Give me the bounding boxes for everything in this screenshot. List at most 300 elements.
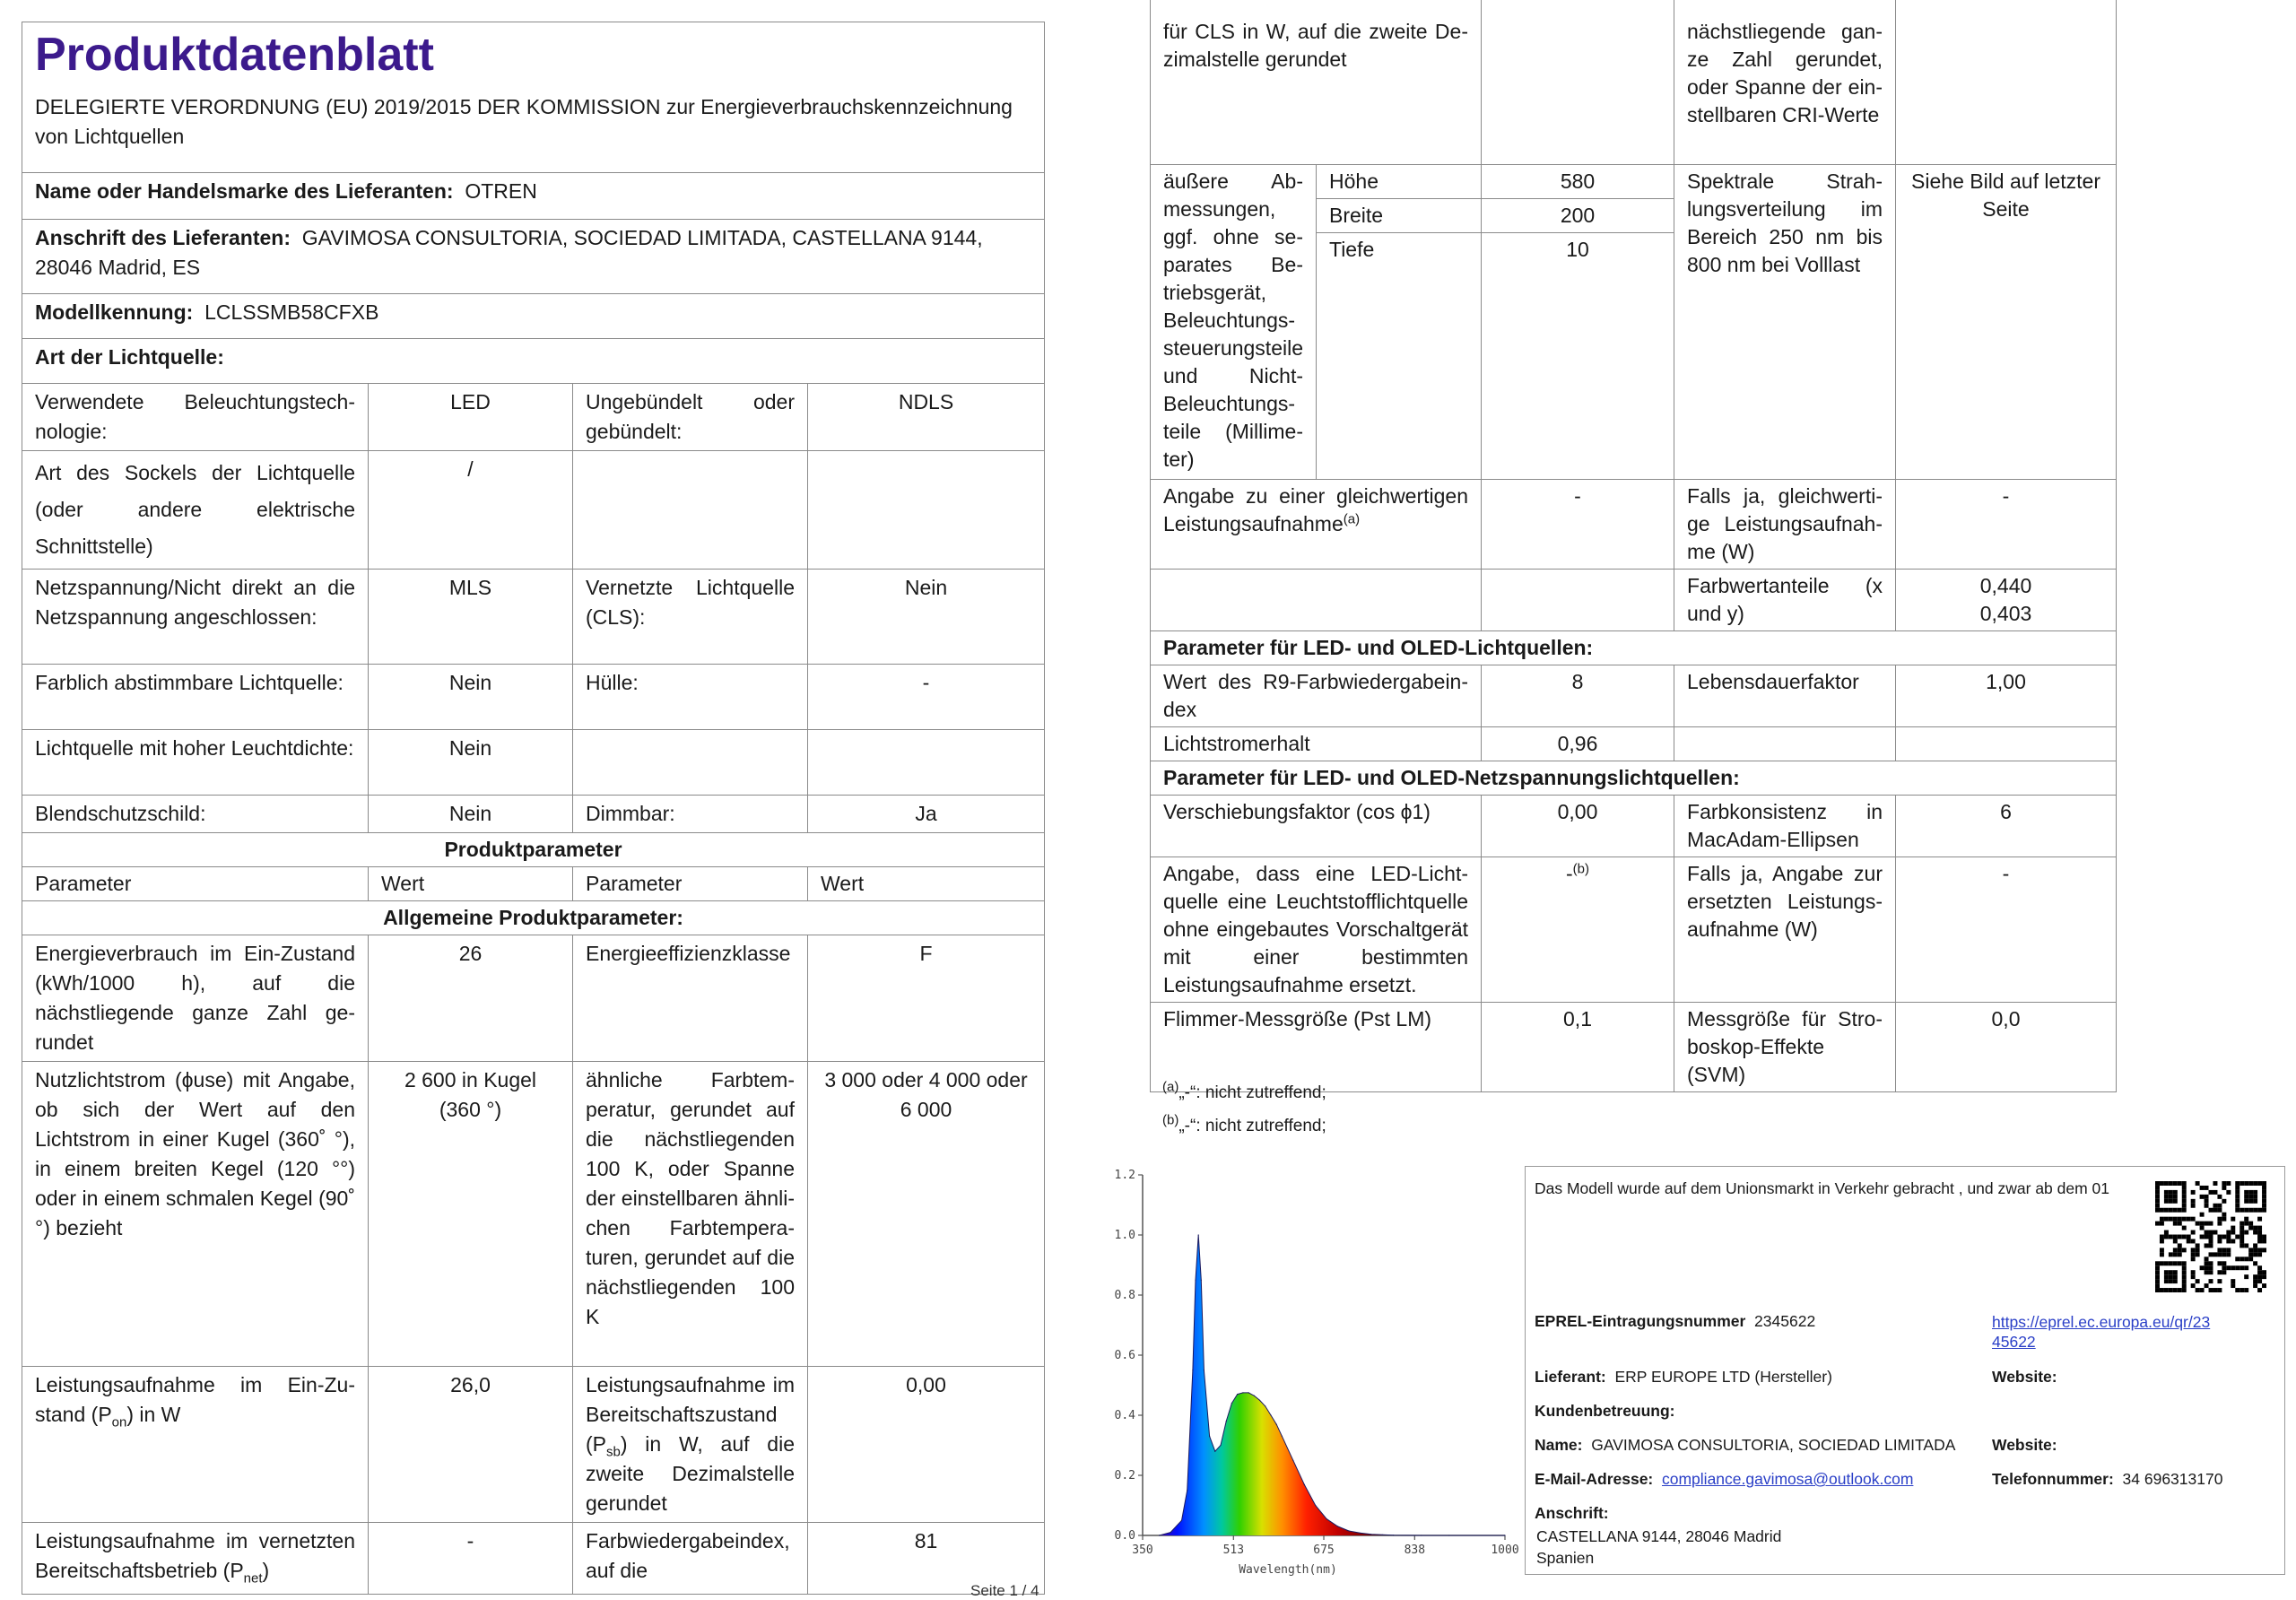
qr-module bbox=[2257, 1217, 2262, 1222]
led-params-heading: Parameter für LED- und OLED-Lichtquellen: bbox=[1151, 630, 2117, 665]
qr-module bbox=[2155, 1274, 2160, 1279]
table-row bbox=[22, 384, 1045, 451]
table-row bbox=[22, 1062, 1045, 1367]
param-cell: Lichtquelle mit hoher Leuchtdichte: bbox=[22, 730, 369, 796]
table-row bbox=[22, 570, 1045, 665]
table-row bbox=[1151, 857, 2117, 1002]
eprel-link[interactable]: https://eprel.ec.europa.eu/qr/2345622 bbox=[1992, 1313, 2211, 1351]
qr-module bbox=[2169, 1181, 2173, 1186]
phone-info: Telefonnummer: 34 696313170 bbox=[1992, 1470, 2223, 1488]
x-tick-label: 838 bbox=[1404, 1543, 1426, 1557]
qr-module bbox=[2253, 1252, 2257, 1257]
qr-module bbox=[2257, 1239, 2262, 1243]
qr-module bbox=[2253, 1208, 2257, 1213]
dimension-name: Breite bbox=[1317, 198, 1482, 232]
spectrum-point bbox=[1195, 1280, 1196, 1281]
qr-module bbox=[2200, 1186, 2205, 1190]
spectrum-point bbox=[1181, 1520, 1182, 1521]
table-row bbox=[1151, 726, 2117, 761]
table-row bbox=[1151, 0, 2117, 164]
spectrum-point bbox=[1198, 1234, 1199, 1235]
value-cell: - bbox=[1896, 479, 2117, 569]
qr-module bbox=[2209, 1261, 2213, 1265]
qr-module bbox=[2169, 1261, 2173, 1265]
qr-module bbox=[2182, 1235, 2187, 1239]
qr-module bbox=[2205, 1283, 2209, 1288]
qr-module bbox=[2244, 1217, 2248, 1222]
param-cell: Verschiebungsfaktor (cos ϕ1) bbox=[1151, 795, 1482, 857]
value-cell: NDLS bbox=[808, 384, 1045, 451]
value-cell: Nein bbox=[808, 570, 1045, 665]
spectral-label: Spektrale Strahlungsverteilung im Bereich 250 nm bis 800 nm bei Volllast bbox=[1674, 164, 1896, 479]
qr-module bbox=[2182, 1248, 2187, 1252]
qr-module bbox=[2160, 1181, 2164, 1186]
qr-module bbox=[2217, 1252, 2222, 1257]
value-cell: Nein bbox=[369, 730, 573, 796]
qr-module bbox=[2217, 1279, 2222, 1283]
qr-module bbox=[2217, 1195, 2222, 1199]
qr-module bbox=[2231, 1230, 2235, 1235]
qr-module bbox=[2182, 1274, 2187, 1279]
param-cell: Messgröße für Stroboskop-Effekte (SVM) bbox=[1674, 1002, 1896, 1091]
qr-module bbox=[2164, 1235, 2169, 1239]
mls-params-heading: Parameter für LED- und OLED-Netzspannungslichtquellen: bbox=[1151, 761, 2117, 795]
qr-module bbox=[2155, 1261, 2160, 1265]
qr-module bbox=[2173, 1199, 2178, 1204]
qr-module bbox=[2244, 1265, 2248, 1270]
qr-module bbox=[2160, 1235, 2164, 1239]
column-header-value: Wert bbox=[808, 867, 1045, 901]
qr-module bbox=[2217, 1270, 2222, 1274]
qr-module bbox=[2257, 1270, 2262, 1274]
param-cell: Leistungsaufnahme im Bereitschaftszustand $(P_{sb})$ in W, auf die zweite Dezimalstelle gerundet bbox=[573, 1367, 808, 1523]
qr-module bbox=[2205, 1265, 2209, 1270]
qr-module bbox=[2191, 1204, 2196, 1208]
qr-module bbox=[2209, 1243, 2213, 1248]
value-cell: 0,00 bbox=[1482, 795, 1674, 857]
qr-module bbox=[2164, 1288, 2169, 1292]
product-table-continued bbox=[1150, 0, 2117, 1092]
qr-module bbox=[2222, 1270, 2226, 1274]
x-tick-label: 1000 bbox=[1491, 1543, 1519, 1557]
qr-module bbox=[2160, 1252, 2164, 1257]
qr-module bbox=[2160, 1222, 2164, 1226]
qr-module bbox=[2253, 1230, 2257, 1235]
table-row bbox=[22, 730, 1045, 796]
email-info: E-Mail-Adresse: compliance.gavimosa@outlook.com bbox=[1535, 1470, 1914, 1488]
qr-module bbox=[2257, 1274, 2262, 1279]
x-tick-label: 675 bbox=[1313, 1543, 1335, 1557]
qr-module bbox=[2164, 1274, 2169, 1279]
qr-module bbox=[2213, 1230, 2217, 1235]
qr-module bbox=[2191, 1239, 2196, 1243]
qr-module bbox=[2217, 1261, 2222, 1265]
qr-module bbox=[2235, 1265, 2239, 1270]
qr-module bbox=[2262, 1204, 2266, 1208]
qr-module bbox=[2196, 1248, 2200, 1252]
qr-module bbox=[2235, 1257, 2239, 1261]
value-cell: Ja bbox=[808, 796, 1045, 833]
qr-module bbox=[2257, 1226, 2262, 1230]
qr-module bbox=[2235, 1204, 2239, 1208]
spectrum-point bbox=[1315, 1505, 1316, 1506]
qr-module bbox=[2239, 1226, 2244, 1230]
qr-module bbox=[2155, 1270, 2160, 1274]
address-line-1: CASTELLANA 9144, 28046 Madrid bbox=[1536, 1527, 1782, 1545]
supplier-info: Lieferant: ERP EUROPE LTD (Hersteller) bbox=[1535, 1368, 1832, 1386]
qr-module bbox=[2257, 1288, 2262, 1292]
qr-module bbox=[2178, 1243, 2182, 1248]
table-row bbox=[1151, 795, 2117, 857]
y-tick-label: 0.0 bbox=[1114, 1529, 1135, 1543]
qr-module bbox=[2182, 1279, 2187, 1283]
qr-module bbox=[2253, 1181, 2257, 1186]
qr-module bbox=[2191, 1274, 2196, 1279]
value-cell: MLS bbox=[369, 570, 573, 665]
qr-module bbox=[2239, 1235, 2244, 1239]
qr-module bbox=[2253, 1243, 2257, 1248]
param-cell: Art des Sockels der Lichtquelle (oder andere elektrische Schnittstelle) bbox=[22, 451, 369, 570]
table-row bbox=[1151, 665, 2117, 726]
address-label: Anschrift: bbox=[1535, 1504, 1609, 1522]
spectrum-point bbox=[1220, 1445, 1221, 1446]
qr-module bbox=[2217, 1288, 2222, 1292]
left-column bbox=[22, 22, 1044, 1595]
footnote-a: $^{(a)}$„-“: nicht zutreffend; bbox=[1162, 1079, 1326, 1102]
qr-module bbox=[2262, 1199, 2266, 1204]
dimension-value: 10 bbox=[1482, 232, 1674, 479]
qr-module bbox=[2182, 1190, 2187, 1195]
qr-module bbox=[2164, 1217, 2169, 1222]
qr-module bbox=[2213, 1181, 2217, 1186]
qr-module bbox=[2160, 1239, 2164, 1243]
value-cell bbox=[808, 730, 1045, 796]
qr-module bbox=[2164, 1230, 2169, 1235]
qr-module bbox=[2231, 1239, 2235, 1243]
qr-module bbox=[2222, 1248, 2226, 1252]
qr-module bbox=[2226, 1239, 2231, 1243]
qr-module bbox=[2182, 1204, 2187, 1208]
qr-module bbox=[2262, 1195, 2266, 1199]
qr-module bbox=[2196, 1181, 2200, 1186]
qr-module bbox=[2235, 1190, 2239, 1195]
qr-module bbox=[2182, 1208, 2187, 1213]
param-cell: Leistungsaufnahme im Ein-Zustand $(P_{on})$ in W bbox=[22, 1367, 369, 1523]
contact-name: Name: GAVIMOSA CONSULTORIA, SOCIEDAD LIMITADA bbox=[1535, 1436, 1956, 1454]
qr-module bbox=[2217, 1235, 2222, 1239]
qr-module bbox=[2217, 1217, 2222, 1222]
qr-module bbox=[2182, 1261, 2187, 1265]
spectral-distribution-chart bbox=[1100, 1166, 1521, 1587]
qr-module bbox=[2248, 1226, 2253, 1230]
qr-module bbox=[2164, 1181, 2169, 1186]
qr-module bbox=[2182, 1288, 2187, 1292]
dimensions-label: äußere Abmessungen, ggf. ohne separates Betriebsgerät, Beleuchtungssteuerungsteile und Nicht-Beleuchtungsteile (Millimeter) bbox=[1151, 164, 1317, 479]
qr-module bbox=[2231, 1265, 2235, 1270]
qr-module bbox=[2253, 1248, 2257, 1252]
y-tick-label: 1.2 bbox=[1114, 1169, 1135, 1182]
qr-module bbox=[2155, 1199, 2160, 1204]
qr-module bbox=[2244, 1257, 2248, 1261]
param-cell: für CLS in W, auf die zweite Dezimalstelle gerundet bbox=[1151, 0, 1482, 164]
spectrum-area bbox=[1160, 1235, 1505, 1535]
qr-module bbox=[2209, 1239, 2213, 1243]
param-cell: Hülle: bbox=[573, 665, 808, 730]
qr-module bbox=[2187, 1217, 2191, 1222]
supplier-name-label: Name oder Handelsmarke des Lieferanten: bbox=[35, 179, 454, 203]
qr-module bbox=[2196, 1252, 2200, 1257]
qr-module bbox=[2205, 1257, 2209, 1261]
qr-module bbox=[2164, 1208, 2169, 1213]
qr-module bbox=[2209, 1288, 2213, 1292]
qr-module bbox=[2231, 1283, 2235, 1288]
qr-module bbox=[2262, 1248, 2266, 1252]
value-cell bbox=[1482, 569, 1674, 630]
param-cell: Vernetzte Lichtquelle (CLS): bbox=[573, 570, 808, 665]
qr-module bbox=[2205, 1222, 2209, 1226]
qr-module bbox=[2262, 1239, 2266, 1243]
qr-module bbox=[2209, 1270, 2213, 1274]
qr-module bbox=[2222, 1181, 2226, 1186]
qr-module bbox=[2182, 1199, 2187, 1204]
spectrum-point bbox=[1170, 1532, 1171, 1533]
value-cell: 26 bbox=[369, 935, 573, 1062]
qr-module bbox=[2187, 1239, 2191, 1243]
qr-module bbox=[2217, 1239, 2222, 1243]
qr-module bbox=[2239, 1222, 2244, 1226]
qr-module bbox=[2155, 1283, 2160, 1288]
value-cell: 0,00 bbox=[808, 1367, 1045, 1523]
footnote-b: $^{(b)}$„-“: nicht zutreffend; bbox=[1162, 1112, 1326, 1135]
general-params-heading: Allgemeine Produktparameter: bbox=[22, 901, 1045, 935]
param-cell bbox=[573, 451, 808, 570]
qr-module bbox=[2191, 1199, 2196, 1204]
qr-module bbox=[2155, 1186, 2160, 1190]
value-cell: LED bbox=[369, 384, 573, 451]
qr-module bbox=[2226, 1248, 2231, 1252]
qr-module bbox=[2169, 1190, 2173, 1195]
param-cell: Wert des R9-Farbwiedergabeindex bbox=[1151, 665, 1482, 726]
qr-module bbox=[2209, 1252, 2213, 1257]
param-cell: Farbwertanteile (x und y) bbox=[1674, 569, 1896, 630]
qr-module bbox=[2222, 1213, 2226, 1217]
qr-module bbox=[2155, 1279, 2160, 1283]
value-cell: - bbox=[808, 665, 1045, 730]
param-cell: Angabe zu einer gleichwertigen Leistungsaufnahme$^{(a)}$ bbox=[1151, 479, 1482, 569]
qr-module bbox=[2155, 1208, 2160, 1213]
dimension-value: 580 bbox=[1482, 164, 1674, 198]
qr-module bbox=[2235, 1288, 2239, 1292]
qr-module bbox=[2182, 1186, 2187, 1190]
qr-module bbox=[2226, 1252, 2231, 1257]
qr-module bbox=[2248, 1252, 2253, 1257]
table-row bbox=[1151, 164, 2117, 198]
qr-module bbox=[2244, 1288, 2248, 1292]
param-cell: Lichtstromerhalt bbox=[1151, 726, 1482, 761]
qr-module bbox=[2169, 1270, 2173, 1274]
qr-module bbox=[2244, 1195, 2248, 1199]
spectrum-point bbox=[1214, 1451, 1215, 1452]
value-cell: 0,0 bbox=[1896, 1002, 2117, 1091]
qr-module bbox=[2217, 1208, 2222, 1213]
qr-module bbox=[2191, 1252, 2196, 1257]
qr-module bbox=[2248, 1195, 2253, 1199]
qr-module bbox=[2209, 1265, 2213, 1270]
value-cell: -$^{(b)}$ bbox=[1482, 857, 1674, 1002]
spectrum-point bbox=[1248, 1392, 1249, 1393]
value-cell bbox=[1896, 569, 2117, 630]
qr-module bbox=[2244, 1274, 2248, 1279]
qr-module bbox=[2253, 1274, 2257, 1279]
spectrum-point bbox=[1259, 1400, 1260, 1401]
qr-module bbox=[2200, 1213, 2205, 1217]
param-cell: Flimmer-Messgröße (Pst LM) bbox=[1151, 1002, 1482, 1091]
x-axis-label: Wavelength(nm) bbox=[1239, 1563, 1337, 1577]
email-link[interactable]: compliance.gavimosa@outlook.com bbox=[1662, 1470, 1914, 1488]
address-line-2: Spanien bbox=[1536, 1549, 1595, 1567]
value-cell: 8 bbox=[1482, 665, 1674, 726]
qr-module bbox=[2226, 1230, 2231, 1235]
qr-module bbox=[2226, 1190, 2231, 1195]
param-cell: Falls ja, gleichwertige Leistungsaufnahme (W) bbox=[1674, 479, 1896, 569]
eprel-reg: EPREL-Eintragungsnummer 2345622 bbox=[1535, 1312, 1816, 1330]
supplier-name: OTREN bbox=[465, 179, 537, 203]
qr-module bbox=[2239, 1288, 2244, 1292]
qr-module bbox=[2173, 1208, 2178, 1213]
x-tick-label: 513 bbox=[1222, 1543, 1245, 1557]
qr-module bbox=[2239, 1265, 2244, 1270]
qr-code[interactable] bbox=[2155, 1181, 2266, 1292]
qr-module bbox=[2173, 1288, 2178, 1292]
qr-module bbox=[2262, 1235, 2266, 1239]
qr-module bbox=[2196, 1243, 2200, 1248]
value-cell: / bbox=[369, 451, 573, 570]
qr-module bbox=[2160, 1248, 2164, 1252]
param-cell bbox=[573, 730, 808, 796]
spectrum-point bbox=[1370, 1534, 1371, 1535]
param-cell: Blendschutzschild: bbox=[22, 796, 369, 833]
qr-module bbox=[2191, 1217, 2196, 1222]
chroma-y: 0,403 bbox=[1979, 601, 2032, 625]
qr-module bbox=[2209, 1222, 2213, 1226]
param-cell bbox=[1674, 726, 1896, 761]
spectrum-point bbox=[1231, 1403, 1232, 1404]
page-number: Seite 1 / 4 bbox=[970, 1582, 1039, 1599]
qr-module bbox=[2235, 1186, 2239, 1190]
qr-module bbox=[2213, 1190, 2217, 1195]
qr-module bbox=[2182, 1181, 2187, 1186]
qr-module bbox=[2200, 1195, 2205, 1199]
qr-module bbox=[2182, 1217, 2187, 1222]
value-cell: 0,96 bbox=[1482, 726, 1674, 761]
qr-module bbox=[2169, 1288, 2173, 1292]
qr-module bbox=[2209, 1208, 2213, 1213]
qr-module bbox=[2164, 1195, 2169, 1199]
qr-module bbox=[2191, 1190, 2196, 1195]
value-cell: - bbox=[1896, 857, 2117, 1002]
qr-module bbox=[2178, 1217, 2182, 1222]
qr-module bbox=[2253, 1190, 2257, 1195]
qr-module bbox=[2178, 1181, 2182, 1186]
qr-module bbox=[2178, 1261, 2182, 1265]
qr-module bbox=[2191, 1270, 2196, 1274]
qr-module bbox=[2239, 1181, 2244, 1186]
value-cell: 81 bbox=[808, 1523, 1045, 1595]
qr-module bbox=[2196, 1222, 2200, 1226]
param-cell: Lebensdauerfaktor bbox=[1674, 665, 1896, 726]
qr-module bbox=[2164, 1279, 2169, 1283]
qr-module bbox=[2217, 1248, 2222, 1252]
qr-module bbox=[2244, 1199, 2248, 1204]
qr-module bbox=[2239, 1257, 2244, 1261]
y-tick-label: 0.8 bbox=[1114, 1289, 1135, 1302]
qr-module bbox=[2173, 1274, 2178, 1279]
qr-module bbox=[2182, 1283, 2187, 1288]
param-cell: Falls ja, Angabe zur ersetzten Leistungsaufnahme (W) bbox=[1674, 857, 1896, 1002]
qr-module bbox=[2196, 1288, 2200, 1292]
qr-module bbox=[2235, 1199, 2239, 1204]
qr-module bbox=[2262, 1283, 2266, 1288]
qr-module bbox=[2164, 1199, 2169, 1204]
qr-module bbox=[2213, 1288, 2217, 1292]
qr-module bbox=[2231, 1279, 2235, 1283]
param-cell: Verwendete Beleuchtungstechnologie: bbox=[22, 384, 369, 451]
supplier-address-label: Anschrift des Lieferanten: bbox=[35, 226, 291, 249]
param-cell: Dimmbar: bbox=[573, 796, 808, 833]
qr-module bbox=[2248, 1208, 2253, 1213]
param-cell: ähnliche Farbtemperatur, gerundet auf die nächstliegenden 100 K, oder Spanne der einstellbaren ähnlichen Farbtemperaturen, gerundet auf die nächstliegenden 100 K bbox=[573, 1062, 808, 1367]
qr-module bbox=[2262, 1274, 2266, 1279]
qr-module bbox=[2213, 1252, 2217, 1257]
qr-module bbox=[2257, 1265, 2262, 1270]
spectral-value: Siehe Bild auf letzter Seite bbox=[1896, 164, 2117, 479]
chroma-x: 0,440 bbox=[1979, 573, 2032, 597]
qr-module bbox=[2155, 1181, 2160, 1186]
qr-module bbox=[2239, 1230, 2244, 1235]
spectrum-point bbox=[1226, 1421, 1227, 1422]
qr-module bbox=[2155, 1195, 2160, 1199]
param-cell: Farbkonsistenz in MacAdam-Ellipsen bbox=[1674, 795, 1896, 857]
qr-module bbox=[2182, 1270, 2187, 1274]
spectrum-point bbox=[1304, 1484, 1305, 1485]
website-label-2: Website: bbox=[1992, 1436, 2057, 1454]
qr-module bbox=[2178, 1222, 2182, 1226]
param-cell: Ungebündelt oder gebündelt: bbox=[573, 384, 808, 451]
qr-module bbox=[2253, 1261, 2257, 1265]
qr-module bbox=[2169, 1217, 2173, 1222]
qr-module bbox=[2226, 1265, 2231, 1270]
column-header-param: Parameter bbox=[22, 867, 369, 901]
qr-module bbox=[2182, 1265, 2187, 1270]
qr-module bbox=[2239, 1208, 2244, 1213]
qr-module bbox=[2205, 1235, 2209, 1239]
qr-module bbox=[2262, 1181, 2266, 1186]
qr-module bbox=[2178, 1248, 2182, 1252]
right-column bbox=[1150, 0, 2116, 1092]
param-cell: Angabe, dass eine LED-Lichtquelle eine Leuchtstofflichtquelle ohne eingebautes Vorschaltgerät mit einer bestimmten Leistungsaufnahme ersetzt. bbox=[1151, 857, 1482, 1002]
qr-module bbox=[2253, 1199, 2257, 1204]
qr-module bbox=[2160, 1261, 2164, 1265]
table-row bbox=[22, 665, 1045, 730]
qr-module bbox=[2178, 1288, 2182, 1292]
qr-module bbox=[2196, 1279, 2200, 1283]
qr-module bbox=[2262, 1208, 2266, 1213]
qr-module bbox=[2213, 1208, 2217, 1213]
qr-module bbox=[2222, 1261, 2226, 1265]
qr-module bbox=[2205, 1230, 2209, 1235]
qr-module bbox=[2155, 1190, 2160, 1195]
qr-module bbox=[2178, 1235, 2182, 1239]
